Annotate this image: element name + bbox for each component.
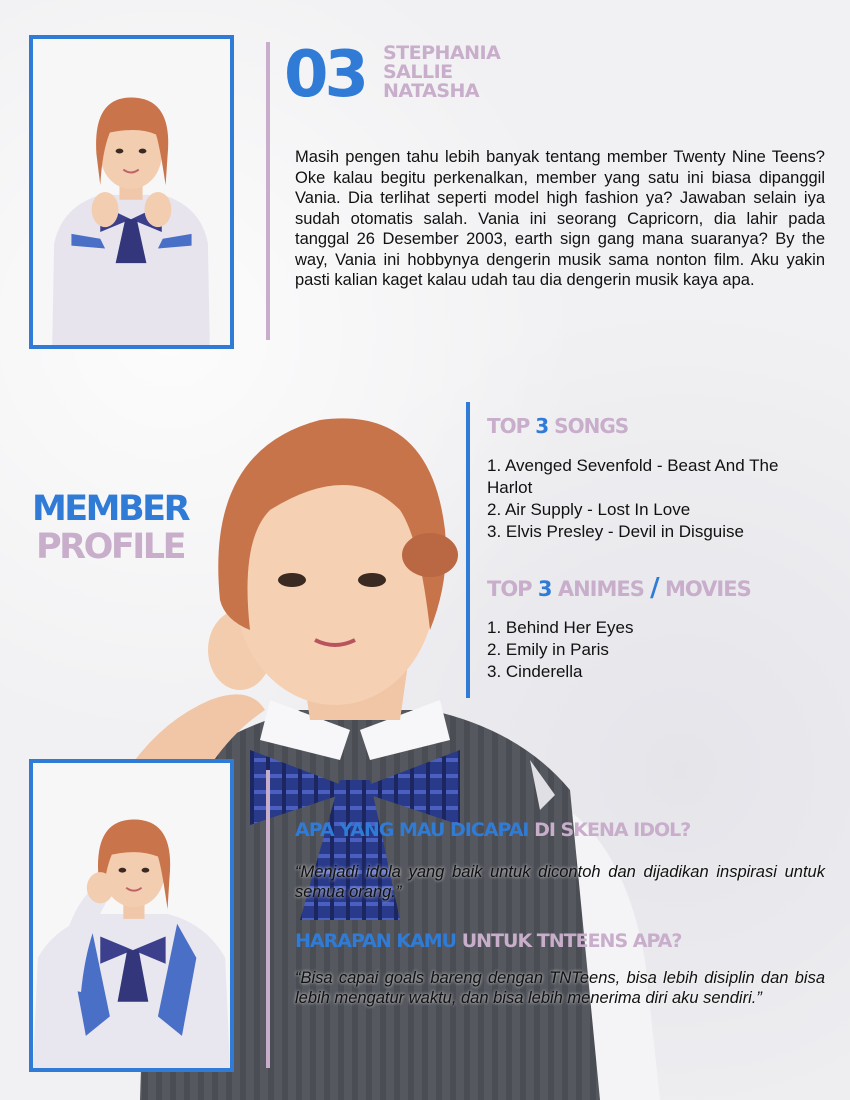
- member-name-line-2: SALLIE: [383, 61, 453, 83]
- answer-1: “Menjadi idola yang baik untuk dicontoh dan dijadikan inspirasi untuk semua orang.”: [295, 863, 825, 901]
- top-movies-heading-number: 3: [537, 577, 552, 601]
- list-item: 1. Avenged Sevenfold - Beast And The Harlot: [487, 456, 779, 497]
- top-movies-heading-slash: /: [650, 573, 659, 603]
- member-name: [383, 44, 500, 101]
- photo-frame-top: [29, 35, 234, 349]
- list-item: 3. Cinderella: [487, 662, 583, 681]
- question-2-rest: UNTUK TNTEENS APA?: [456, 930, 682, 952]
- member-name-line-1: STEPHANIA: [383, 42, 501, 64]
- top-songs-heading-number: 3: [535, 414, 549, 438]
- intro-paragraph: Masih pengen tahu lebih banyak tentang member Twenty Nine Teens? Oke kalau begitu perkenalkan, member yang satu ini biasa dipanggil Vania. Dia terlihat seperti model high fashion ya? Jawaban selain iya sudah otomatis salah. Vania ini seorang Capricorn, dia lahir pada tanggal 26 Desember 2003, earth sign gang mana suaranya? By the way, Vania ini hobbynya dengerin musik sama nonton film. Aku yakin pasti kalian kaget kalau udah tau dia dengerin musik kaya apa.: [295, 148, 825, 289]
- top-songs-list: [487, 455, 827, 543]
- top-songs-heading: [487, 414, 628, 438]
- top-movies-heading-mid: ANIMES: [557, 577, 644, 601]
- member-photo-heart-pose: [33, 39, 230, 345]
- list-item: 3. Elvis Presley - Devil in Disguise: [487, 522, 744, 541]
- list-item: 2. Emily in Paris: [487, 640, 609, 659]
- divider-middle: [466, 402, 470, 698]
- question-1: [295, 819, 690, 841]
- answer-2: “Bisa capai goals bareng dengan TNTeens, bisa lebih disiplin dan bisa lebih mengatur waktu, dan bisa lebih menerima diri aku sendiri.”: [295, 969, 825, 1007]
- divider-top: [266, 42, 270, 340]
- top-songs-heading-pre: TOP: [487, 414, 530, 438]
- divider-bottom: [266, 770, 270, 1068]
- question-1-highlight: APA YANG MAU DICAPAI: [295, 819, 529, 841]
- member-name-line-3: NATASHA: [383, 80, 480, 102]
- top-movies-heading-post: MOVIES: [664, 577, 751, 601]
- list-item: 1. Behind Her Eyes: [487, 618, 634, 637]
- question-2-highlight: HARAPAN KAMU: [295, 930, 457, 952]
- top-movies-list: [487, 617, 827, 683]
- top-songs-heading-post: SONGS: [554, 414, 629, 438]
- member-profile-line-1: MEMBER: [31, 489, 189, 529]
- top-movies-heading: [487, 573, 751, 603]
- member-number: 03: [284, 38, 366, 112]
- list-item: 2. Air Supply - Lost In Love: [487, 500, 691, 519]
- member-photo-cheek-pose: [33, 763, 230, 1068]
- member-profile-line-2: PROFILE: [36, 527, 184, 567]
- member-profile-label: [24, 490, 196, 566]
- question-1-rest: DI SKENA IDOL?: [528, 819, 691, 841]
- top-movies-heading-pre: TOP: [487, 577, 532, 601]
- question-2: [295, 930, 681, 952]
- photo-frame-bottom: [29, 759, 234, 1072]
